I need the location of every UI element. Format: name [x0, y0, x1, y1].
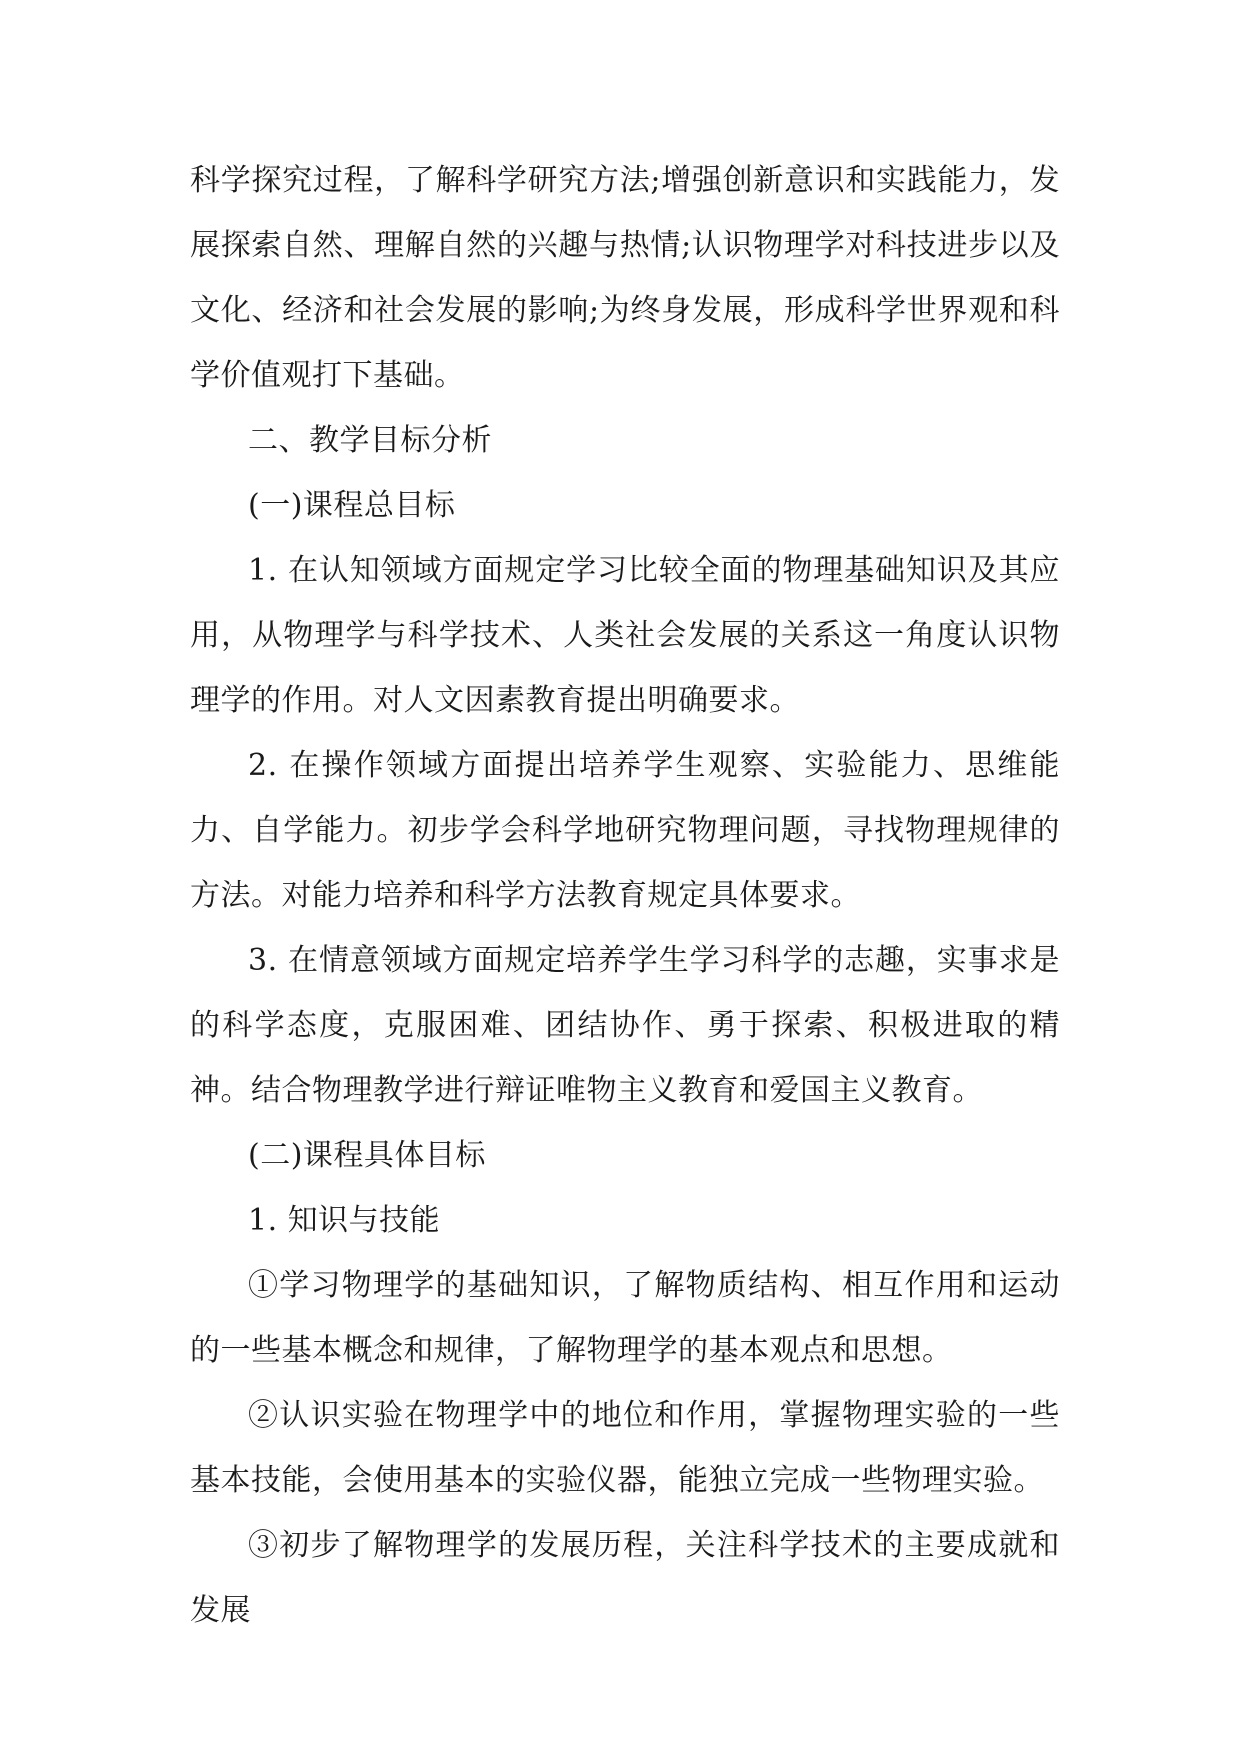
item-heading: 1. 知识与技能 — [248, 1203, 441, 1238]
paragraph-item: ③初步了解物理学的发展历程，关注科学技术的主要成就和发展 — [190, 1528, 1060, 1628]
paragraph-item: 2. 在操作领域方面提出培养学生观察、实验能力、思维能力、自学能力。初步学会科学地研究物理问题，寻找物理规律的方法。对能力培养和科学方法教育规定具体要求。 — [190, 748, 1060, 913]
subsection-heading: (二)课程具体目标 — [248, 1138, 486, 1173]
section-heading: 二、教学目标分析 — [248, 423, 492, 458]
document-body — [190, 148, 1060, 1643]
paragraph-continuation: 科学探究过程，了解科学研究方法;增强创新意识和实践能力，发展探索自然、理解自然的兴趣与热情;认识物理学对科技进步以及文化、经济和社会发展的影响;为终身发展，形成科学世界观和科学价值观打下基础。 — [190, 163, 1060, 393]
paragraph-item: 3. 在情意领域方面规定培养学生学习科学的志趣，实事求是的科学态度，克服困难、团结协作、勇于探索、积极进取的精神。结合物理教学进行辩证唯物主义教育和爱国主义教育。 — [190, 943, 1060, 1108]
subsection-heading: (一)课程总目标 — [248, 488, 456, 523]
paragraph-item: ②认识实验在物理学中的地位和作用，掌握物理实验的一些基本技能，会使用基本的实验仪器，能独立完成一些物理实验。 — [190, 1398, 1060, 1498]
paragraph-item: ①学习物理学的基础知识，了解物质结构、相互作用和运动的一些基本概念和规律，了解物理学的基本观点和思想。 — [190, 1268, 1060, 1368]
paragraph-item: 1. 在认知领域方面规定学习比较全面的物理基础知识及其应用，从物理学与科学技术、人类社会发展的关系这一角度认识物理学的作用。对人文因素教育提出明确要求。 — [190, 553, 1060, 718]
